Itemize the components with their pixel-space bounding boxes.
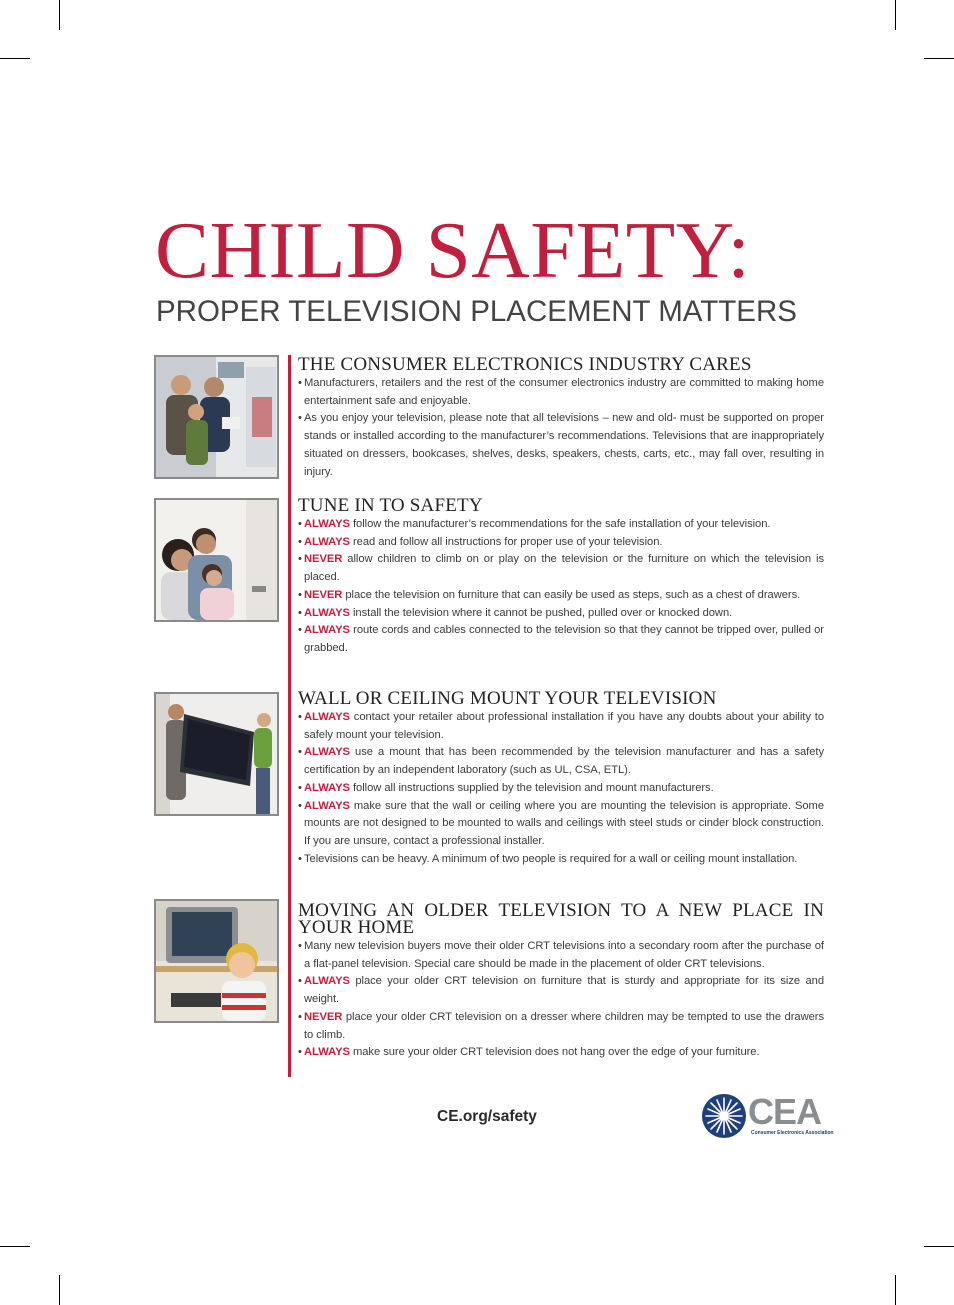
starburst-icon	[700, 1092, 748, 1140]
crop-mark	[895, 0, 896, 30]
crop-mark	[0, 58, 30, 59]
boy-in-front-of-crt-tv-photo	[154, 899, 279, 1023]
list-item: • NEVER allow children to climb on or play on the television or the furniture on which the television is placed.	[298, 551, 824, 586]
list-item: • ALWAYS read and follow all instructions for proper use of your television.	[298, 534, 824, 552]
list-item: • ALWAYS place your older CRT television on furniture that is sturdy and appropriate for its size and weight.	[298, 973, 824, 1008]
couple-mounting-flat-panel-photo	[154, 692, 279, 816]
list-item: • NEVER place the television on furniture that can easily be used as steps, such as a chest of drawers.	[298, 587, 824, 605]
crop-mark	[59, 0, 60, 30]
list-item: • ALWAYS make sure your older CRT television does not hang over the edge of your furniture.	[298, 1044, 824, 1062]
bullet-list	[298, 938, 824, 1062]
section-heading: THE CONSUMER ELECTRONICS INDUSTRY CARES	[298, 354, 752, 375]
section-moving-older-tv	[298, 902, 824, 1062]
crop-mark	[924, 58, 954, 59]
section-heading: TUNE IN TO SAFETY	[298, 495, 483, 516]
list-item: • ALWAYS follow the manufacturer’s recommendations for the safe installation of your television.	[298, 516, 824, 534]
list-item: • As you enjoy your television, please note that all televisions – new and old- must be supported on proper stands or installed according to the manufacturer’s recommendations. Televisions that are inappropriately situated on dressers, bookcases, shelves, desks, speakers, chests, carts, etc., may fall over, resulting in injury.	[298, 410, 824, 481]
section-wall-ceiling-mount	[298, 690, 824, 868]
crop-mark	[924, 1246, 954, 1247]
list-item: • ALWAYS contact your retailer about professional installation if you have any doubts about your ability to safely mount your television.	[298, 709, 824, 744]
list-item: • ALWAYS follow all instructions supplied by the television and mount manufacturers.	[298, 780, 824, 798]
page-subtitle: PROPER TELEVISION PLACEMENT MATTERS	[156, 295, 797, 328]
list-item: • ALWAYS use a mount that has been recommended by the television manufacturer and has a safety certification by an independent laboratory (such as UL, CSA, ETL).	[298, 744, 824, 779]
accent-rule	[288, 355, 291, 1077]
list-item: • NEVER place your older CRT television on a dresser where children may be tempted to use the drawers to climb.	[298, 1009, 824, 1044]
list-item: • Many new television buyers move their older CRT televisions into a secondary room after the purchase of a flat-panel television. Special care should be made in the placement of older CRT televisions.	[298, 938, 824, 973]
section-heading: WALL OR CEILING MOUNT YOUR TELEVISION	[298, 688, 717, 709]
logo-subtext: Consumer Electronics Association	[751, 1130, 834, 1136]
family-watching-tv-photo	[154, 498, 279, 622]
list-item: • Manufacturers, retailers and the rest of the consumer electronics industry are committed to making home entertainment safe and enjoyable.	[298, 375, 824, 410]
list-item: • Televisions can be heavy. A minimum of two people is required for a wall or ceiling mount installation.	[298, 851, 824, 869]
page-title: CHILD SAFETY:	[155, 205, 751, 295]
list-item: • ALWAYS install the television where it cannot be pushed, pulled over or knocked down.	[298, 605, 824, 623]
bullet-list	[298, 375, 824, 481]
logo-wordmark: CEA	[748, 1091, 822, 1132]
cea-logo	[700, 1091, 834, 1142]
bullet-list	[298, 709, 824, 868]
store-salesman-with-family-photo	[154, 355, 279, 479]
crop-mark	[0, 1246, 30, 1247]
safety-website-link[interactable]: CE.org/safety	[437, 1108, 537, 1125]
section-heading: MOVING AN OLDER TELEVISION TO A NEW PLACE IN YOUR HOME	[298, 900, 824, 938]
list-item: • ALWAYS make sure that the wall or ceiling where you are mounting the television is appropriate. Some mounts are not designed to be mounted to walls and ceilings with steel studs or cinder block construction. If you are unsure, contact a professional installer.	[298, 798, 824, 851]
bullet-list	[298, 516, 824, 658]
section-tune-in-to-safety	[298, 497, 824, 658]
crop-mark	[59, 1275, 60, 1305]
crop-mark	[895, 1275, 896, 1305]
section-industry-cares	[298, 356, 824, 481]
list-item: • ALWAYS route cords and cables connected to the television so that they cannot be tripped over, pulled or grabbed.	[298, 622, 824, 657]
